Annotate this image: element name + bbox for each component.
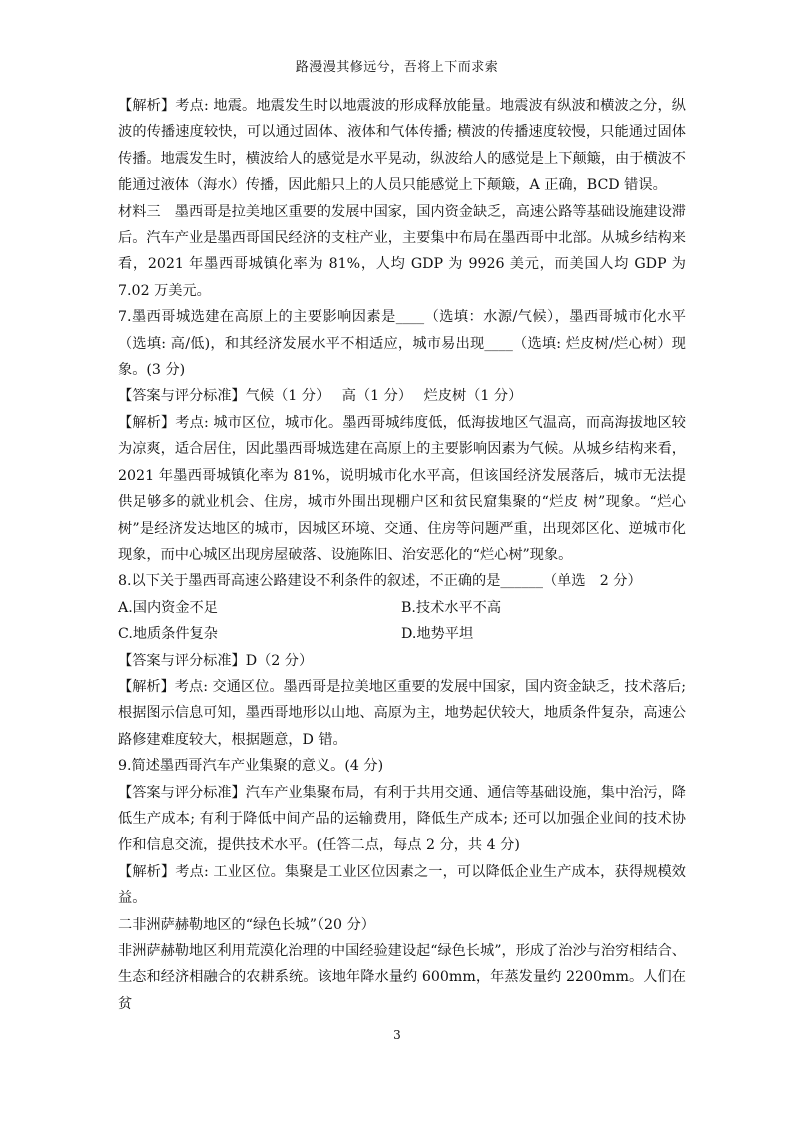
analysis-9: 【解析】考点: 工业区位。集聚是工业区位因素之一，可以降低企业生产成本，获得规模效益。 [118,863,686,907]
answer-8: 【答案与评分标准】D（2 分） [118,652,314,669]
material-three: 材料三 墨西哥是拉美地区重要的发展中国家，国内资金缺乏，高速公路等基础设施建设滞后。汽车产业是墨西哥国民经济的支柱产业，主要集中布局在墨西哥中北部。从城乡结构来看，2021 年墨西哥城镇化率为 81%，人均 GDP 为 9926 美元，而美国人均 GDP 为 7.02 万美元。 [118,203,686,299]
question-8: 8.以下关于墨西哥高速公路建设不利条件的叙述，不正确的是______（单选 2 分） [118,573,642,590]
answer-9: 【答案与评分标准】汽车产业集聚布局，有利于共用交通、通信等基础设施，集中治污，降低生产成本; 有利于降低中间产品的运输费用，降低生产成本; 还可以加强企业间的技术协作和信息交流，提供技术水平。(任答二点，每点 2 分，共 4 分) [118,784,686,854]
q8-option-a: A.国内资金不足 [118,599,218,616]
page-header-motto: 路漫漫其修远兮，吾将上下而求索 [295,60,499,75]
q8-options-row-2 [118,621,686,647]
page-number: 3 [393,1028,401,1042]
analysis-7: 【解析】考点: 城市区位，城市化。墨西哥城纬度低，低海拔地区气温高，而高海拔地区较为凉爽，适合居住，因此墨西哥城选建在高原上的主要影响因素为气候。从城乡结构来看，2021 年墨西哥城镇化率为 81%，说明城市化水平高，但该国经济发展落后，城市无法提供足够多的就业机会、住房，城市外围出现棚户区和贫民窟集聚的“烂皮 树”现象。“烂心树”是经济发达地区的城市，因城区环境、交通、住房等问题严重，出现郊区化、逆城市化现象，而中心城区出现房屋破落、设施陈旧、治安恶化的“烂心树”现象。 [118,414,686,563]
question-7: 7.墨西哥城选建在高原上的主要影响因素是____（选填：水源/气候），墨西哥城市化水平（选填: 高/低)，和其经济发展水平不相适应，城市易出现____（选填: 烂皮树/烂心树）现象。(3 分) [118,309,686,379]
q8-option-d: D.地势平坦 [401,626,474,643]
section-two-intro: 非洲萨赫勒地区利用荒漠化治理的中国经验建设起“绿色长城”，形成了治沙与治穷相结合、生态和经济相融合的农耕系统。该地年降水量约 600mm，年蒸发量约 2200mm。人们在贫 [118,943,686,1012]
question-9: 9.简述墨西哥汽车产业集聚的意义。(4 分) [118,758,384,775]
document-body [118,93,686,1017]
answer-7: 【答案与评分标准】气候（1 分） 高（1 分） 烂皮树（1 分） [118,388,523,405]
analysis-earthquake: 【解析】考点: 地震。地震发生时以地震波的形成释放能量。地震波有纵波和横波之分，纵波的传播速度较快，可以通过固体、液体和气体传播; 横波的传播速度较慢，只能通过固体传播。地震发生时，横波给人的感觉是水平晃动，纵波给人的感觉是上下颠簸，由于横波不能通过液体（海水）传播，因此船只上的人员只能感觉上下颠簸，A 正确，BCD 错误。 [118,98,686,194]
q8-option-b: B.技术水平不高 [401,599,502,616]
q8-options-row-1 [118,595,686,621]
q8-option-c: C.地质条件复杂 [118,626,218,643]
section-two-heading: 二非洲萨赫勒地区的“绿色长城”（20 分） [118,916,375,933]
analysis-8: 【解析】考点: 交通区位。墨西哥是拉美地区重要的发展中国家，国内资金缺乏，技术落后; 根据图示信息可知，墨西哥地形以山地、高原为主，地势起伏较大，地质条件复杂，高速公路修建难度较大，根据题意，D 错。 [118,678,686,748]
